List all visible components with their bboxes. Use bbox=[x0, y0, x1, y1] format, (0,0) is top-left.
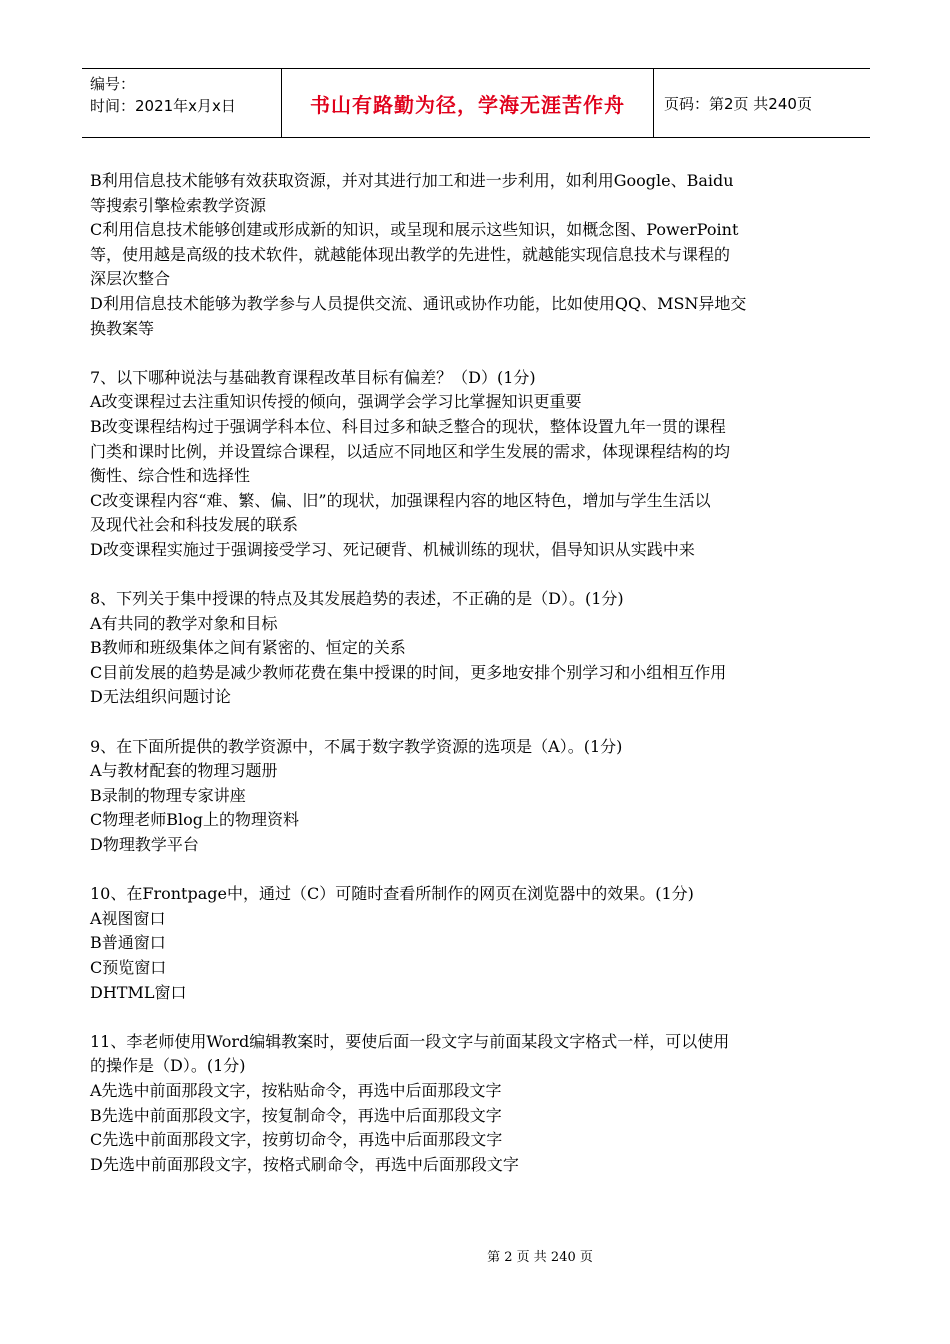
text-line: 门类和课时比例，并设置综合课程，以适应不同地区和学生发展的需求，体现课程结构的均 bbox=[90, 441, 731, 461]
text-line: 衡性、综合性和选择性 bbox=[90, 466, 251, 486]
text-line: D利用信息技术能够为教学参与人员提供交流、通讯或协作功能，比如使用QQ、MSN异地交 bbox=[90, 293, 747, 313]
text-line: C先选中前面那段文字，按剪切命令，再选中后面那段文字 bbox=[90, 1130, 503, 1150]
text-line: C物理老师Blog上的物理资料 bbox=[90, 810, 299, 830]
text-line: D无法组织问题讨论 bbox=[90, 687, 231, 707]
text-line: 等搜索引擎检索教学资源 bbox=[90, 195, 267, 215]
text-line: 的操作是（D）。(1分) bbox=[90, 1056, 246, 1076]
paragraph-gap bbox=[90, 858, 860, 883]
text-line: 换教案等 bbox=[90, 318, 155, 338]
paragraph-gap bbox=[90, 710, 860, 735]
text-line: 7、以下哪种说法与基础教育课程改革目标有偏差？（D）(1分) bbox=[90, 367, 536, 387]
text-line: 深层次整合 bbox=[90, 269, 171, 289]
header-motto-cell bbox=[282, 69, 654, 137]
page-info: 页码：第2页 共240页 bbox=[664, 94, 812, 113]
text-line: DHTML窗口 bbox=[90, 982, 187, 1002]
text-line: A先选中前面那段文字，按粘贴命令，再选中后面那段文字 bbox=[90, 1080, 502, 1100]
text-line: D物理教学平台 bbox=[90, 835, 199, 855]
text-line: A与教材配套的物理习题册 bbox=[90, 761, 278, 781]
paragraph-gap bbox=[90, 1005, 860, 1030]
text-line: B教师和班级集体之间有紧密的、恒定的关系 bbox=[90, 638, 406, 658]
text-line: C改变课程内容“难、繁、偏、旧”的现状，加强课程内容的地区特色，增加与学生生活以 bbox=[90, 490, 711, 510]
motto: 书山有路勤为径，学海无涯苦作舟 bbox=[310, 92, 625, 117]
document-body bbox=[90, 169, 860, 1177]
text-line: D改变课程实施过于强调接受学习、死记硬背、机械训练的现状，倡导知识从实践中来 bbox=[90, 539, 695, 559]
text-line: C利用信息技术能够创建或形成新的知识，或呈现和展示这些知识，如概念图、PowerPoint bbox=[90, 220, 739, 240]
text-line: A视图窗口 bbox=[90, 908, 166, 928]
text-line: 及现代社会和科技发展的联系 bbox=[90, 515, 299, 535]
text-line: C目前发展的趋势是减少教师花费在集中授课的时间，更多地安排个别学习和小组相互作用 bbox=[90, 662, 727, 682]
page-header bbox=[82, 68, 870, 138]
page-footer: 第 2 页 共 240 页 bbox=[487, 1250, 593, 1265]
text-line: A改变课程过去注重知识传授的倾向，强调学会学习比掌握知识更重要 bbox=[90, 392, 582, 412]
paragraph-gap bbox=[90, 341, 860, 366]
text-line: 10、在Frontpage中，通过（C）可随时查看所制作的网页在浏览器中的效果。(1分) bbox=[90, 884, 694, 904]
text-line: B录制的物理专家讲座 bbox=[90, 785, 246, 805]
text-line: C预览窗口 bbox=[90, 958, 167, 977]
text-line: A有共同的教学对象和目标 bbox=[90, 613, 278, 633]
text-line: B普通窗口 bbox=[90, 933, 166, 953]
text-line: 9、在下面所提供的教学资源中，不属于数字教学资源的选项是（A）。(1分) bbox=[90, 736, 623, 756]
text-line: 8、下列关于集中授课的特点及其发展趋势的表述，不正确的是（D）。(1分) bbox=[90, 589, 624, 609]
header-page-info bbox=[654, 69, 870, 137]
text-line: 等，使用越是高级的技术软件，就越能体现出教学的先进性，就越能实现信息技术与课程的 bbox=[90, 244, 731, 264]
date-line: 时间：2021年x月x日 bbox=[90, 97, 236, 115]
text-line: B利用信息技术能够有效获取资源，并对其进行加工和进一步利用，如利用Google、Baidu bbox=[90, 171, 734, 190]
text-line: D先选中前面那段文字，按格式刷命令，再选中后面那段文字 bbox=[90, 1154, 519, 1174]
header-meta bbox=[82, 69, 282, 137]
number-label: 编号： bbox=[90, 75, 136, 93]
text-line: B改变课程结构过于强调学科本位、科目过多和缺乏整合的现状，整体设置九年一贯的课程 bbox=[90, 416, 726, 436]
text-line: 11、李老师使用Word编辑教案时，要使后面一段文字与前面某段文字格式一样，可以使用 bbox=[90, 1031, 730, 1051]
text-line: B先选中前面那段文字，按复制命令，再选中后面那段文字 bbox=[90, 1105, 502, 1125]
paragraph-gap bbox=[90, 563, 860, 588]
